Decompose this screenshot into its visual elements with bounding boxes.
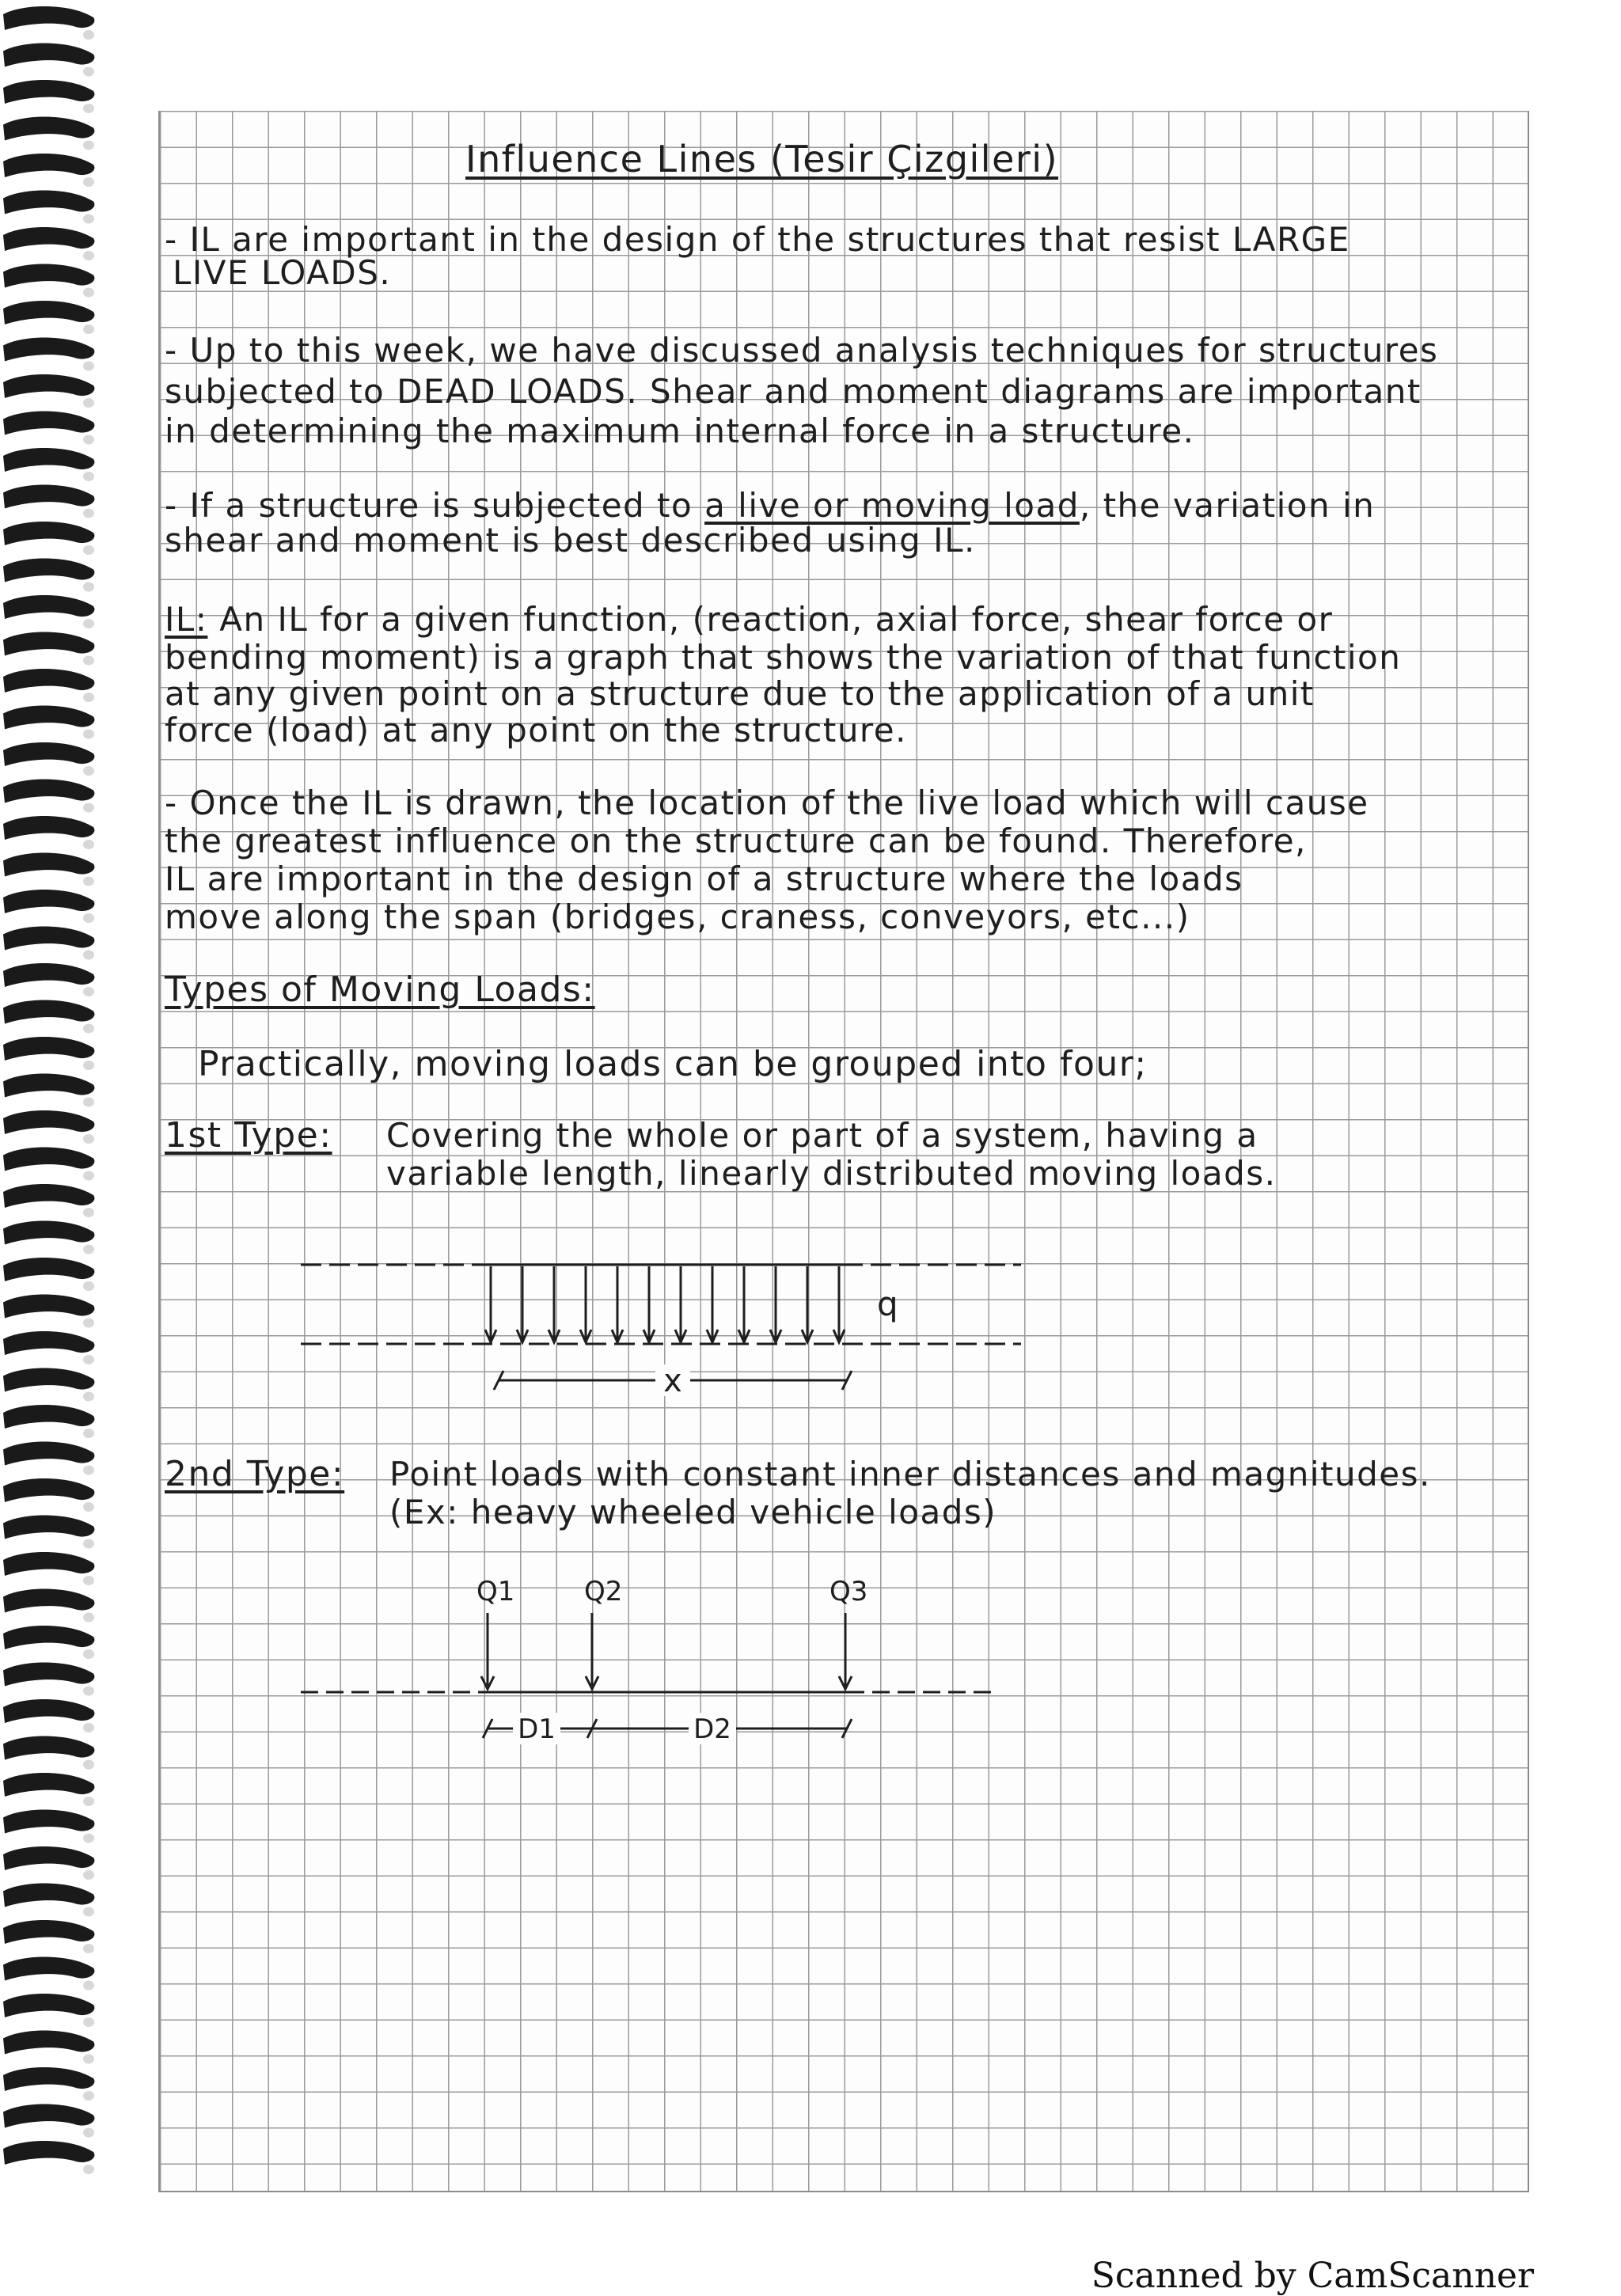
distance-d1-label: D1 <box>518 1713 556 1745</box>
binding-hole <box>83 1502 94 1512</box>
binding-ring <box>3 154 94 177</box>
binding-ring <box>3 816 94 840</box>
paragraph-3-line-1 <box>165 488 1375 524</box>
binding-ring <box>3 669 94 693</box>
binding-ring <box>3 1956 94 1980</box>
paragraph-1-line-2: LIVE LOADS. <box>173 253 392 292</box>
types-intro: Practically, moving loads can be grouped into four; <box>198 1044 1148 1084</box>
binding-hole <box>83 2165 94 2174</box>
binding-hole <box>83 1098 94 1107</box>
load-intensity-label: q <box>877 1285 898 1323</box>
binding-hole <box>83 177 94 187</box>
binding-hole <box>83 1171 94 1181</box>
binding-hole <box>83 1245 94 1254</box>
binding-hole <box>83 214 94 224</box>
page-title: Influence Lines (Tesir Çizgileri) <box>465 138 1059 180</box>
binding-hole <box>83 2017 94 2027</box>
binding-ring <box>3 632 94 655</box>
binding-hole <box>83 288 94 298</box>
binding-ring <box>3 264 94 287</box>
binding-hole <box>83 619 94 628</box>
binding-ring <box>3 1110 94 1134</box>
binding-ring <box>3 705 94 729</box>
binding-ring <box>3 43 94 66</box>
paragraph-4-line-3: at any given point on a structure due to the application of a unit <box>165 674 1315 713</box>
binding-ring <box>3 1626 94 1649</box>
paragraph-3-text-a: - If a structure is subjected to <box>165 486 705 525</box>
binding-ring <box>3 926 94 950</box>
type-1-line-1: Covering the whole or part of a system, having a <box>386 1116 1258 1155</box>
binding-hole <box>83 693 94 702</box>
binding-hole <box>83 1429 94 1438</box>
paragraph-4-line-4: force (load) at any point on the structure. <box>165 711 907 750</box>
binding-hole <box>83 1870 94 1880</box>
binding-ring <box>3 2141 94 2165</box>
type-2-line-2: (Ex: heavy wheeled vehicle loads) <box>389 1493 997 1531</box>
binding-hole <box>83 583 94 592</box>
binding-hole <box>83 1944 94 1953</box>
type-1-line-2: variable length, linearly distributed moving loads. <box>386 1154 1277 1193</box>
binding-hole <box>83 1355 94 1364</box>
paragraph-5-line-1: - Once the IL is drawn, the location of the live load which will cause <box>165 784 1369 822</box>
binding-hole <box>83 362 94 371</box>
binding-hole <box>83 1024 94 1034</box>
binding-ring <box>3 779 94 803</box>
binding-ring <box>3 1699 94 1723</box>
paragraph-5-line-4: move along the span (bridges, craness, conveyors, etc...) <box>165 898 1190 936</box>
binding-ring <box>3 1147 94 1171</box>
binding-ring <box>3 190 94 214</box>
binding-hole <box>83 766 94 776</box>
binding-ring <box>3 374 94 398</box>
binding-ring <box>3 301 94 324</box>
binding-ring <box>3 1809 94 1833</box>
binding-ring <box>3 890 94 913</box>
binding-hole <box>83 2128 94 2138</box>
definition-text: An IL for a given function, (reaction, axial force, shear force or <box>207 600 1334 639</box>
point-load-q2-label: Q2 <box>584 1576 623 1607</box>
binding-ring <box>3 1368 94 1391</box>
distributed-load-arrows <box>485 1266 845 1342</box>
binding-hole <box>83 509 94 518</box>
binding-hole <box>83 1281 94 1291</box>
binding-ring <box>3 742 94 766</box>
binding-ring <box>3 1662 94 1686</box>
binding-ring <box>3 963 94 987</box>
binding-ring <box>3 484 94 508</box>
type-2-line-1: Point loads with constant inner distances and magnitudes. <box>389 1455 1431 1493</box>
paragraph-3-underlined: a live or moving load <box>704 486 1080 525</box>
spiral-binding <box>0 0 103 2216</box>
binding-ring <box>3 227 94 251</box>
binding-hole <box>83 1392 94 1402</box>
binding-hole <box>83 398 94 408</box>
binding-hole <box>83 730 94 739</box>
binding-hole <box>83 951 94 960</box>
binding-hole <box>83 656 94 666</box>
binding-ring <box>3 1441 94 1465</box>
binding-ring <box>3 1258 94 1281</box>
binding-ring <box>3 1000 94 1023</box>
binding-hole <box>83 1649 94 1659</box>
type-1-label: 1st Type: <box>165 1115 332 1156</box>
binding-ring <box>3 1994 94 2017</box>
binding-hole <box>83 1539 94 1549</box>
binding-ring <box>3 1552 94 1576</box>
binding-ring <box>3 1736 94 1759</box>
binding-ring <box>3 1331 94 1355</box>
paragraph-3-line-2: shear and moment is best described using IL. <box>165 521 976 560</box>
binding-hole <box>83 1981 94 1990</box>
binding-hole <box>83 1466 94 1475</box>
binding-hole <box>83 324 94 334</box>
binding-ring <box>3 1220 94 1244</box>
binding-hole <box>83 1134 94 1144</box>
paragraph-4-line-2: bending moment) is a graph that shows the variation of that function <box>165 638 1402 677</box>
binding-ring <box>3 852 94 876</box>
distance-d2-label: D2 <box>693 1713 731 1745</box>
binding-hole <box>83 67 94 77</box>
point-loads-diagram <box>301 1559 1013 1765</box>
scanner-watermark: Scanned by CamScanner <box>1091 2256 1534 2296</box>
binding-hole <box>83 1834 94 1843</box>
paragraph-2-line-1: - Up to this week, we have discussed analysis techniques for structures <box>165 331 1439 370</box>
binding-ring <box>3 1920 94 1944</box>
binding-ring <box>3 2030 94 2054</box>
binding-ring <box>3 1515 94 1539</box>
binding-hole <box>83 251 94 260</box>
binding-hole <box>83 1208 94 1217</box>
binding-ring <box>3 1588 94 1612</box>
binding-hole <box>83 2091 94 2101</box>
binding-ring <box>3 1846 94 1870</box>
type-2-label: 2nd Type: <box>165 1454 345 1494</box>
binding-ring <box>3 1405 94 1429</box>
binding-ring <box>3 6 94 30</box>
paragraph-4-line-1 <box>165 602 1333 638</box>
binding-ring <box>3 337 94 361</box>
binding-hole <box>83 840 94 849</box>
binding-hole <box>83 1687 94 1696</box>
binding-hole <box>83 30 94 40</box>
binding-ring <box>3 448 94 472</box>
paragraph-2-line-2: subjected to DEAD LOADS. Shear and moment diagrams are important <box>165 372 1422 411</box>
binding-ring <box>3 558 94 582</box>
binding-hole <box>83 545 94 555</box>
paragraph-5-line-3: IL are important in the design of a structure where the loads <box>165 860 1243 898</box>
types-heading: Types of Moving Loads: <box>165 970 595 1010</box>
binding-hole <box>83 1319 94 1328</box>
binding-hole <box>83 435 94 445</box>
binding-ring <box>3 1037 94 1061</box>
binding-hole <box>83 987 94 996</box>
binding-hole <box>83 913 94 923</box>
point-load-q1-label: Q1 <box>476 1576 515 1607</box>
binding-ring <box>3 1294 94 1318</box>
binding-ring <box>3 80 94 104</box>
point-load-q3-label: Q3 <box>829 1576 868 1607</box>
binding-hole <box>83 1723 94 1732</box>
binding-hole <box>83 1760 94 1770</box>
binding-hole <box>83 1613 94 1622</box>
distributed-load-diagram <box>301 1243 1045 1417</box>
paragraph-5-line-2: the greatest influence on the structure can be found. Therefore, <box>165 822 1307 860</box>
binding-ring <box>3 2067 94 2091</box>
binding-hole <box>83 2055 94 2064</box>
binding-hole <box>83 472 94 481</box>
binding-ring <box>3 1184 94 1208</box>
paragraph-3-text-c: , the variation in <box>1079 486 1376 525</box>
binding-hole <box>83 141 94 150</box>
binding-ring <box>3 116 94 140</box>
length-label: x <box>663 1363 682 1399</box>
binding-hole <box>83 877 94 886</box>
binding-ring <box>3 2104 94 2127</box>
binding-hole <box>83 803 94 813</box>
binding-hole <box>83 104 94 113</box>
binding-ring <box>3 595 94 619</box>
binding-hole <box>83 1576 94 1585</box>
binding-ring <box>3 1773 94 1797</box>
paragraph-1-line-1: - IL are important in the design of the structures that resist LARGE <box>165 220 1350 259</box>
binding-ring <box>3 522 94 545</box>
binding-ring <box>3 1883 94 1907</box>
binding-ring <box>3 411 94 435</box>
definition-label: IL: <box>165 600 208 639</box>
paragraph-2-line-3: in determining the maximum internal force in a structure. <box>165 412 1195 450</box>
binding-ring <box>3 1073 94 1097</box>
binding-hole <box>83 1061 94 1070</box>
binding-hole <box>83 1797 94 1806</box>
binding-hole <box>83 1907 94 1917</box>
binding-ring <box>3 1478 94 1502</box>
